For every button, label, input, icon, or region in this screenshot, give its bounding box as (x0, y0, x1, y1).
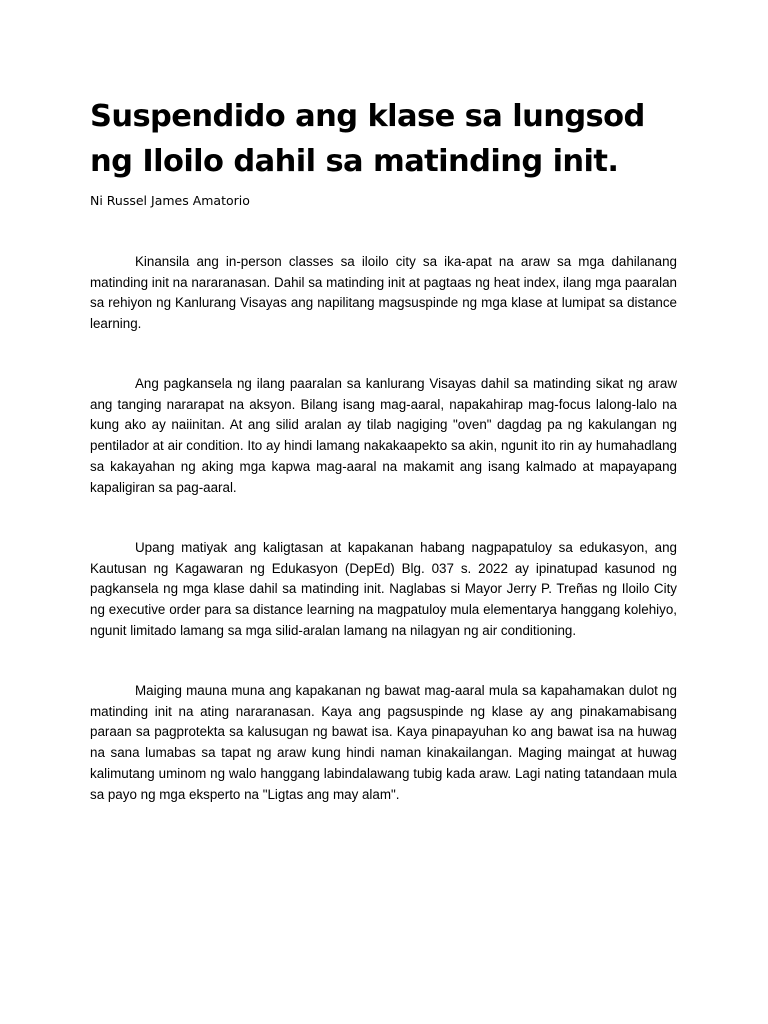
article-paragraph-1: Kinansila ang in-person classes sa iloilo city sa ika-apat na araw sa mga dahilanang matinding init na nararanasan. Dahil sa matinding init at pagtaas ng heat index, ilang mga paaralan sa rehiyon ng Kanlurang Visayas ang napilitang magsuspinde ng mga klase at lumipat sa distance learning. (90, 254, 677, 332)
article-paragraph-3: Upang matiyak ang kaligtasan at kapakanan habang nagpapatuloy sa edukasyon, ang Kautusan ng Kagawaran ng Edukasyon (DepEd) Blg. 037 s. 2022 ay ipinatupad kasunod ng pagkansela ng mga klase dahil sa matinding init. Naglabas si Mayor Jerry P. Treñas ng Iloilo City ng executive order para sa distance learning na magpatuloy mula elementarya hanggang kolehiyo, ngunit limitado lamang sa mga silid-aralan lamang na nilagyan ng air conditioning. (90, 540, 677, 638)
article-paragraph-4: Maiging mauna muna ang kapakanan ng bawat mag-aaral mula sa kapahamakan dulot ng matinding init na ating nararanasan. Kaya ang pagsuspinde ng klase ay ang pinakamabisang paraan sa pagprotekta sa kalusugan ng bawat isa. Kaya pinapayuhan ko ang bawat isa na huwag na sana lumabas sa tapat ng araw kung hindi naman kinakailangan. Maging maingat at huwag kalimutang uminom ng walo hanggang labindalawang tubig kada araw. Lagi nating tatandaan mula sa payo ng mga eksperto na "Ligtas ang may alam". (90, 683, 677, 802)
article-title-line-2: ng Iloilo dahil sa matinding init. (90, 144, 619, 179)
article-title (90, 94, 690, 184)
article-byline: Ni Russel James Amatorio (90, 193, 250, 208)
article-paragraph-2: Ang pagkansela ng ilang paaralan sa kanlurang Visayas dahil sa matinding sikat ng araw ang tanging nararapat na aksyon. Bilang isang mag-aaral, napakahirap mag-focus lalong-lalo na kung ako ay naiinitan. At ang silid aralan ay tilab nagiging "oven" dagdag pa ng kakulangan ng pentilador at air condition. Ito ay hindi lamang nakakaapekto sa akin, ngunit ito rin ay humahadlang sa kakayahan ng aking mga kapwa mag-aaral na makamit ang isang kalmado at mapayapang kapaligiran sa pag-aaral. (90, 376, 677, 495)
article-title-line-1: Suspendido ang klase sa lungsod (90, 99, 645, 134)
